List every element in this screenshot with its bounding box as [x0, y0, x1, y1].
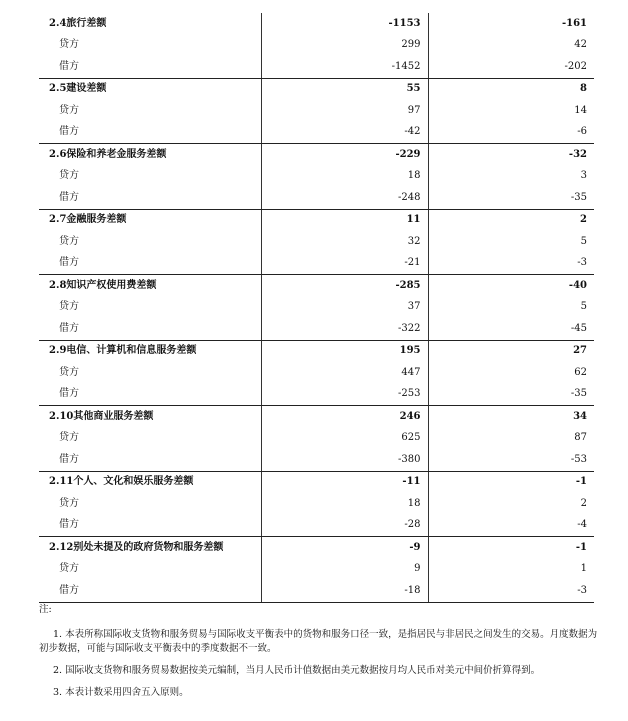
value-cell: -322 — [261, 318, 428, 340]
value-cell: -248 — [261, 187, 428, 209]
value-cell: 32 — [261, 231, 428, 253]
value-cell: -3 — [428, 253, 594, 275]
row-label: 贷方 — [59, 432, 79, 444]
row-label: 贷方 — [59, 170, 79, 182]
table-row — [39, 122, 594, 144]
value-cell: 87 — [428, 428, 594, 450]
value-cell: -32 — [428, 144, 594, 166]
value-cell: -21 — [261, 253, 428, 275]
table-row — [39, 515, 594, 537]
value-cell: -202 — [428, 56, 594, 78]
value-cell: 5 — [428, 297, 594, 319]
value-cell: -4 — [428, 515, 594, 537]
table-row — [39, 253, 594, 275]
group-header-row — [39, 275, 594, 297]
value-cell: -40 — [428, 275, 594, 297]
value-cell: 2 — [428, 209, 594, 231]
row-label: 贷方 — [59, 497, 79, 509]
group-header-row — [39, 78, 594, 100]
value-cell: 55 — [261, 78, 428, 100]
value-cell: 42 — [428, 35, 594, 57]
value-cell: 97 — [261, 100, 428, 122]
table-row — [39, 56, 594, 78]
row-label: 2.8知识产权使用费差额 — [49, 279, 157, 291]
table-row — [39, 100, 594, 122]
value-cell: 195 — [261, 340, 428, 362]
value-cell: 18 — [261, 493, 428, 515]
row-label: 借方 — [39, 384, 261, 406]
value-cell: 14 — [428, 100, 594, 122]
note-2: 2. 国际收支货物和服务贸易数据按美元编制，当月人民币计值数据由美元数据按月均人民币对美元中间价折算得到。 — [53, 665, 541, 677]
row-label: 借方 — [39, 515, 261, 537]
table-row — [39, 384, 594, 406]
row-label: 2.12别处未提及的政府货物和服务差额 — [49, 541, 224, 553]
value-cell: -42 — [261, 122, 428, 144]
value-cell: -6 — [428, 122, 594, 144]
row-label: 借方 — [39, 56, 261, 78]
table-row — [39, 318, 594, 340]
value-cell: 3 — [428, 166, 594, 188]
value-cell: -3 — [428, 580, 594, 602]
value-cell: 246 — [261, 406, 428, 428]
value-cell: -161 — [428, 13, 594, 35]
table-row — [39, 231, 594, 253]
row-label: 贷方 — [59, 563, 79, 575]
group-header-row — [39, 13, 594, 35]
value-cell: -9 — [261, 537, 428, 559]
value-cell: -1452 — [261, 56, 428, 78]
table-row — [39, 428, 594, 450]
value-cell: 8 — [428, 78, 594, 100]
row-label: 借方 — [39, 318, 261, 340]
value-cell: 2 — [428, 493, 594, 515]
row-label: 贷方 — [59, 301, 79, 313]
row-label: 2.5建设差额 — [49, 83, 107, 95]
value-cell: 34 — [428, 406, 594, 428]
value-cell: 299 — [261, 35, 428, 57]
row-label: 借方 — [39, 580, 261, 602]
value-cell: -1 — [428, 537, 594, 559]
row-label: 贷方 — [59, 104, 79, 116]
services-trade-table — [39, 13, 594, 603]
note-1: 1. 本表所称国际收支货物和服务贸易与国际收支平衡表中的货物和服务口径一致，是指居民与非居民之间发生的交易。月度数据为初步数据，可能与国际收支平衡表中的季度数据不一致。 — [39, 628, 598, 655]
value-cell: -35 — [428, 187, 594, 209]
group-header-row — [39, 471, 594, 493]
value-cell: -18 — [261, 580, 428, 602]
table-row — [39, 493, 594, 515]
value-cell: -45 — [428, 318, 594, 340]
value-cell: 1 — [428, 559, 594, 581]
row-label: 贷方 — [59, 39, 79, 51]
row-label: 2.6保险和养老金服务差额 — [49, 148, 167, 160]
value-cell: 62 — [428, 362, 594, 384]
group-header-row — [39, 340, 594, 362]
value-cell: -380 — [261, 449, 428, 471]
value-cell: -285 — [261, 275, 428, 297]
table-row — [39, 449, 594, 471]
group-header-row — [39, 209, 594, 231]
group-header-row — [39, 406, 594, 428]
value-cell: 37 — [261, 297, 428, 319]
table-row — [39, 580, 594, 602]
value-cell: 18 — [261, 166, 428, 188]
value-cell: 9 — [261, 559, 428, 581]
group-header-row — [39, 537, 594, 559]
table-row — [39, 35, 594, 57]
note-3: 3. 本表计数采用四舍五入原则。 — [53, 686, 189, 698]
row-label: 2.9电信、计算机和信息服务差额 — [49, 345, 197, 357]
value-cell: -229 — [261, 144, 428, 166]
value-cell: 447 — [261, 362, 428, 384]
value-cell: 27 — [428, 340, 594, 362]
value-cell: -11 — [261, 471, 428, 493]
value-cell: 5 — [428, 231, 594, 253]
row-label: 借方 — [39, 187, 261, 209]
row-label: 贷方 — [59, 366, 79, 378]
row-label: 借方 — [39, 449, 261, 471]
value-cell: -28 — [261, 515, 428, 537]
value-cell: -1153 — [261, 13, 428, 35]
row-label: 2.11个人、文化和娱乐服务差额 — [49, 476, 194, 488]
row-label: 2.7金融服务差额 — [49, 214, 127, 226]
table-row — [39, 559, 594, 581]
table-body — [39, 13, 594, 602]
row-label: 2.10其他商业服务差额 — [49, 410, 154, 422]
row-label: 贷方 — [59, 235, 79, 247]
value-cell: -253 — [261, 384, 428, 406]
row-label: 借方 — [39, 122, 261, 144]
notes — [39, 603, 599, 701]
table-row — [39, 166, 594, 188]
notes-title: 注: — [39, 604, 52, 615]
table-row — [39, 297, 594, 319]
table-row — [39, 362, 594, 384]
value-cell: -1 — [428, 471, 594, 493]
row-label: 借方 — [39, 253, 261, 275]
value-cell: -53 — [428, 449, 594, 471]
value-cell: 625 — [261, 428, 428, 450]
row-label: 2.4旅行差额 — [49, 17, 107, 29]
table-row — [39, 187, 594, 209]
value-cell: 11 — [261, 209, 428, 231]
value-cell: -35 — [428, 384, 594, 406]
group-header-row — [39, 144, 594, 166]
